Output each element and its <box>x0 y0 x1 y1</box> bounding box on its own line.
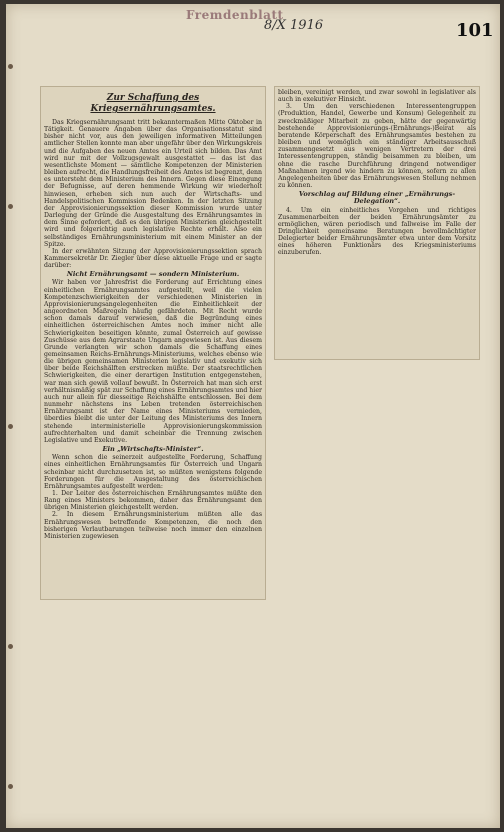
article-paragraph: 3. Um den verschiedenen Interessentengruppen (Produktion, Handel, Gewerbe und Konsum) Gelegenheit zu zweckmäßiger Mitarbeit zu geben, hätte der gegenwärtig bestehende Approvisionierungs-(Ernährungs-)Beirat als beratende Körperschaft des Ernährungsamtes bestehen zu bleiben und womöglich ein ständiger Arbeitsausschuß zusammengesetzt aus wenigen Vertretern der drei Interessentengruppen, ständig beisammen zu bleiben, um ohne die rasche Durchführung dringend notwendiger Maßnahmen irgend wie hindern zu können, sofern zu allen Angelegenheiten über das Ernährungswesen Stellung nehmen zu können. <box>278 103 476 190</box>
article-clipping-right <box>274 86 480 360</box>
handwritten-date: 8/X 1916 <box>264 18 324 33</box>
binding-hole <box>8 424 13 429</box>
binding-hole <box>8 784 13 789</box>
article-paragraph: Wenn schon die seinerzeit aufgestellte Forderung, Schaffung eines einheitlichen Ernährungsamtes für Österreich und Ungarn scheinbar nicht durchzusetzen ist, so müßten wenigstens folgende Forderungen für die Ausgestaltung des österreichischen Ernährungsamtes aufgestellt werden: <box>44 454 262 490</box>
page-number: 101 <box>456 20 494 41</box>
article-paragraph: 4. Um ein einheitliches Vorgehen und richtiges Zusammenarbeiten der beiden Ernährungsämter zu ermöglichen, wären periodisch und fallweise im Falle der Dringlichkeit gemeinsame Beratungen bevollmächtigter Delegierter beider Ernährungsämter etwa unter dem Vorsitz eines höheren Funktionärs des Kriegsministeriums einzuberufen. <box>278 206 476 257</box>
article-paragraph: 2. In diesem Ernährungsministerium müßten alle das Ernährungswesen betreffende Kompetenzen, die noch den bisherigen Verlautbarungen teilweise noch immer den einzelnen Ministerien zugewiesen <box>44 511 262 540</box>
article-clipping-left <box>40 86 266 600</box>
article-title: Zur Schaffung des Kriegsernährungsamtes. <box>90 93 216 114</box>
article-paragraph: In der erwähnten Sitzung der Approvisionierungssektion sprach Kammersekretär Dr. Ziegler über diese aktuelle Frage und er sagte darüber: <box>44 247 262 270</box>
binding-hole <box>8 204 13 209</box>
article-subheading: Nicht Ernährungsamt — sondern Ministerium. <box>66 270 240 279</box>
newspaper-page <box>6 4 500 828</box>
newspaper-masthead-stamp: Fremdenblatt <box>186 8 284 22</box>
binding-holes <box>8 4 16 828</box>
article-subheading: Ein „Wirtschafts-Minister“. <box>102 445 204 454</box>
article-paragraph: Das Kriegsernährungsamt tritt bekanntermaßen Mitte Oktober in Tätigkeit. Genauere Angaben über das Organisationsstatut sind bisher nicht vor, aus den jeweiligen informativen Mitteilungen amtlicher Stellen konnte man aber ungefähr über den Wirkungskreis und die Aufgaben des neuen Amtes ein Urteil sich bilden. Das Amt wird nur mit der Vollzugsgewalt ausgestattet — das ist das wesentlichste Moment — sämtliche Kompetenzen der Ministerien bleiben aufrecht, die Handlungsfreiheit des Amtes ist begrenzt, denn es untersteht dem Ministerium des Innern. Gegen diese Einengung der Befugnisse, auf deren hemmende Wirkung wir wiederholt hinwiesen, erheben sich nun auch der Wirtschafts- und Handelspolitischen Kommission Bedenken. In der letzten Sitzung der Approvisionierungssektion dieser Kommission wurde unter Darlegung der Gründe die Ausgestaltung des Ernährungsamtes in dem Sinne gefordert, daß es den übrigen Ministerien gleichgestellt wird und folgerichtig auch legislative Rechte erhält. Also ein selbständiges Ernährungsministerium mit einem Minister an der Spitze. <box>44 119 262 248</box>
binding-hole <box>8 644 13 649</box>
article-paragraph: 1. Der Leiter des österreichischen Ernährungsamtes müßte den Rang eines Ministers bekommen, daher das Ernährungsamt den übrigen Ministerien gleichgestellt werden. <box>44 489 262 512</box>
article-subheading: Vorschlag auf Bildung einer „Ernährungs-Delegation“. <box>298 190 456 206</box>
binding-hole <box>8 64 13 69</box>
article-paragraph: Wir haben vor Jahresfrist die Forderung auf Errichtung eines einheitlichen Ernährungsamtes aufgestellt, weil die vielen Kompetenzschwierigkeiten der verschiedenen Ministerien in Approvisionierungsangelegenheiten die Einheitlichkeit der angeordneten Maßregeln häufig gefährdeten. Mit Recht wurde schon damals darauf verwiesen, daß die Begründung eines einheitlichen österreichischen Amtes noch immer nicht alle Schwierigkeiten beseitigen könnte, zumal Österreich auf gewisse Zuschüsse aus dem Agrarstaate Ungarn angewiesen ist. Aus diesem Grunde verlangten wir schon damals die Schaffung eines gemeinsamen Reichs-Ernährungs-Ministeriums, welches ebenso wie die übrigen gemeinsamen Ministerien legislativ und exekutiv sich über beide Reichshälften erstrecken müßte. Der staatsrechtlichen Schwierigkeiten, die einer derartigen Institution entgegenstehen, war man sich gewiß vollauf bewußt. In Österreich hat man sich erst verhältnismäßig spät zur Schaffung eines Ernährungsamtes und hier auch nur allein für diesseitige Reichshälfte entschlossen. Bei dem nunmehr nächstens ins Leben tretenden österreichischen Ernährungsamt ist der Name eines Ministeriums vermieden, überdies bleibt die unter der Leitung des Ministeriums des Innern stehende interministerielle Approvisionierungskommission aufrechterhalten und damit scheinbar die Trennung zwischen Legislative und Exekutive. <box>44 279 262 444</box>
article-paragraph: bleiben, vereinigt werden, und zwar sowohl in legislativer als auch in exekutiver Hinsicht. <box>278 89 476 104</box>
